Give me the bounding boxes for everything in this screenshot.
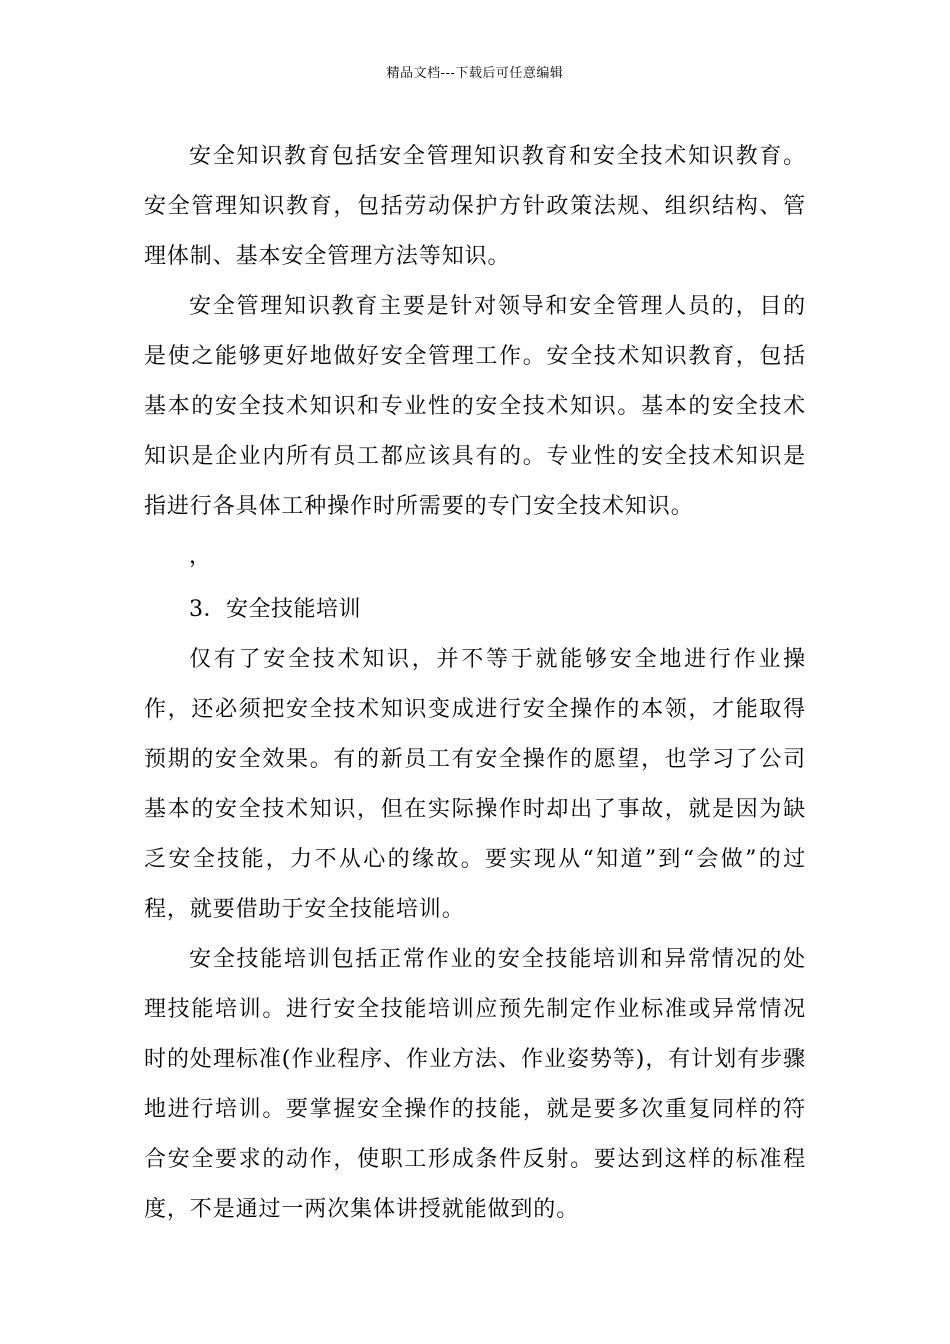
paragraph-skills-training: 安全技能培训包括正常作业的安全技能培训和异常情况的处理技能培训。进行安全技能培训应预先制定作业标准或异常情况时的处理标准(作业程序、作业方法、作业姿势等)，有计划有步骤地进行培训。要掌握安全操作的技能，就是要多次重复同样的符合安全要求的动作，使职工形成条件反射。要达到这样的标准程度，不是通过一两次集体讲授就能做到的。 bbox=[144, 947, 806, 1222]
paragraph-technical-knowledge: 仅有了安全技术知识，并不等于就能够安全地进行作业操作，还必须把安全技术知识变成进行安全操作的本领，才能取得预期的安全效果。有的新员工有安全操作的愿望，也学习了公司基本的安全技术知识，但在实际操作时却出了事故，就是因为缺乏安全技能，力不从心的缘故。要实现从“知道”到“会做”的过程，就要借助于安全技能培训。 bbox=[144, 647, 806, 922]
stray-comma: ， bbox=[189, 544, 212, 569]
section-heading-skills-training: 3．安全技能培训 bbox=[189, 597, 361, 622]
document-body bbox=[144, 132, 806, 1235]
paragraph-safety-management: 安全管理知识教育主要是针对领导和安全管理人员的，目的是使之能够更好地做好安全管理工作。安全技术知识教育，包括基本的安全技术知识和专业性的安全技术知识。基本的安全技术知识是企业内所有员工都应该具有的。专业性的安全技术知识是指进行各具体工种操作时所需要的专门安全技术知识。 bbox=[144, 294, 806, 519]
paragraph-safety-knowledge: 安全知识教育包括安全管理知识教育和安全技术知识教育。安全管理知识教育，包括劳动保护方针政策法规、组织结构、管理体制、基本安全管理方法等知识。 bbox=[144, 144, 806, 269]
page-header: 精品文档---下载后可任意编辑 bbox=[386, 66, 564, 81]
